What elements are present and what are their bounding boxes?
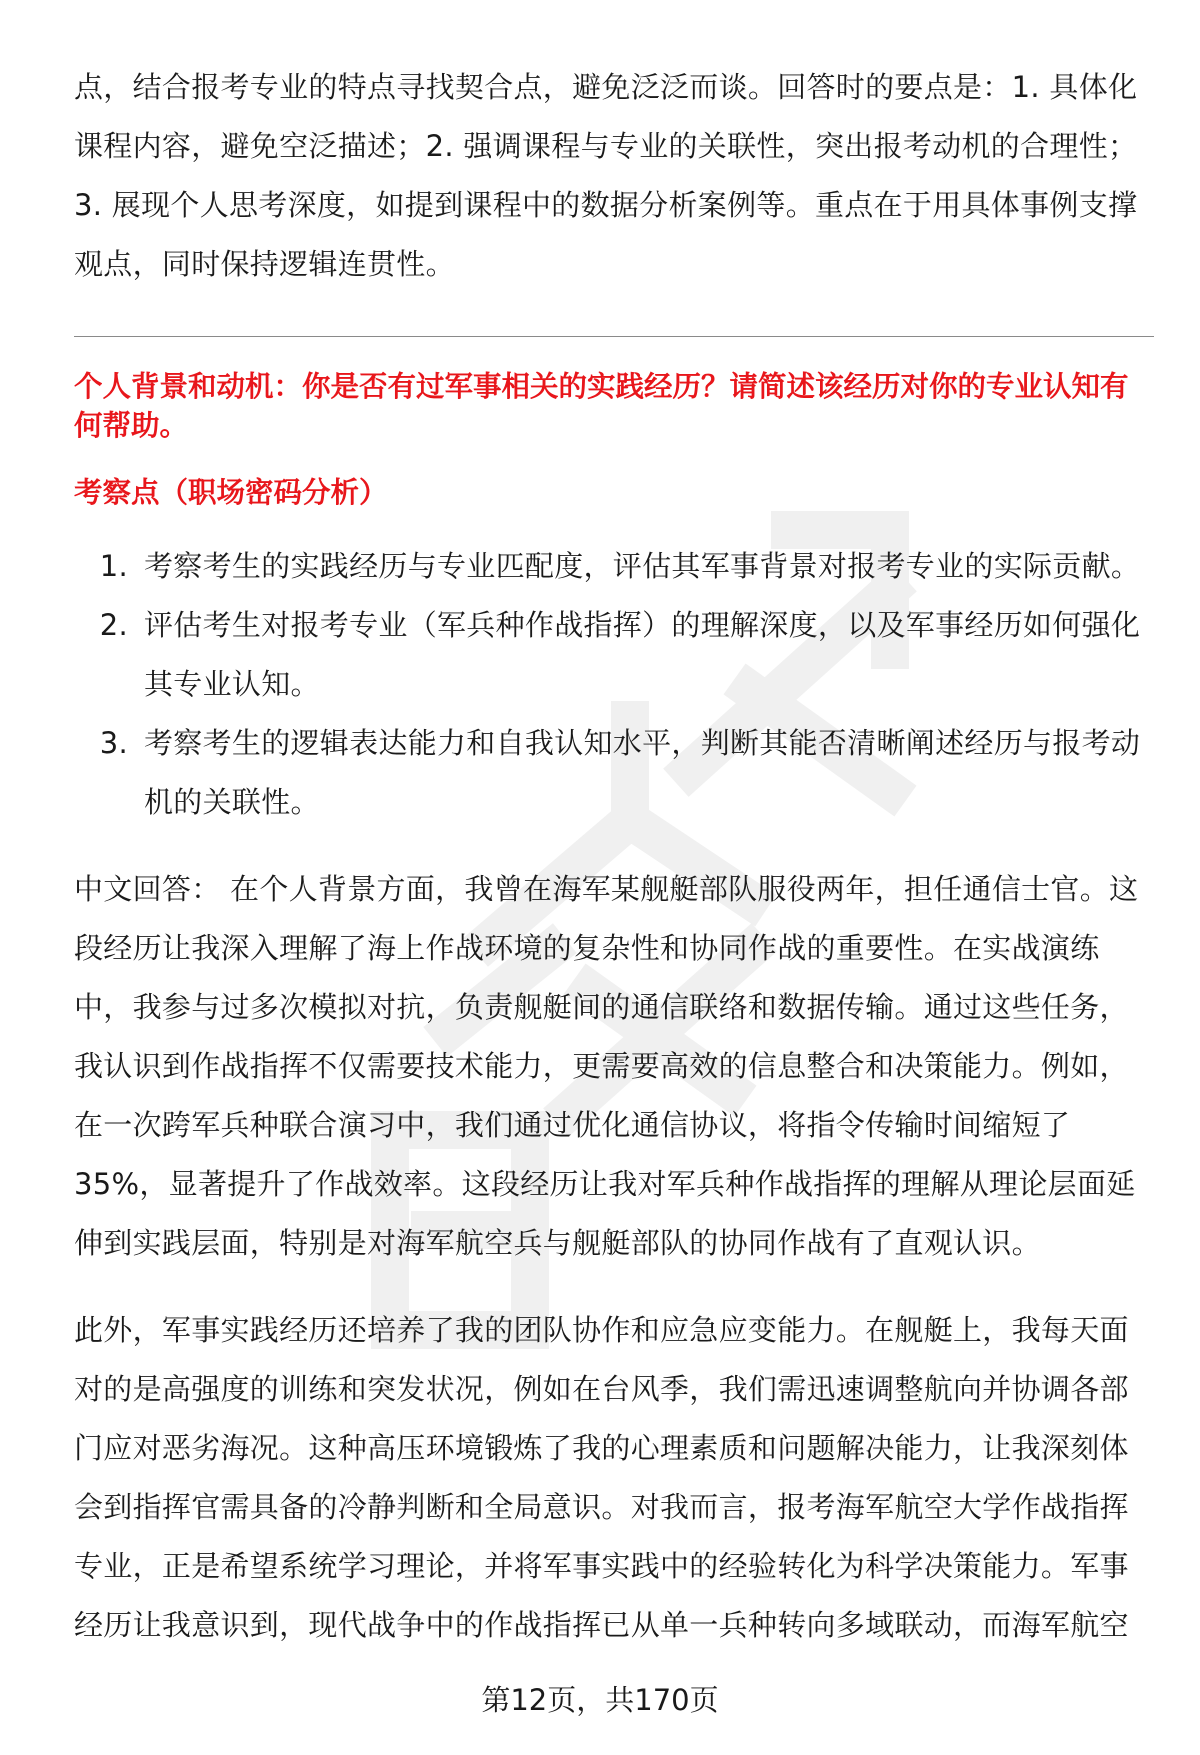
- list-item-text: 评估考生对报考专业（军兵种作战指挥）的理解深度，以及军事经历如何强化其专业认知。: [144, 608, 1141, 701]
- list-item: [74, 714, 1154, 832]
- answer-paragraph: 中文回答： 在个人背景方面，我曾在海军某舰艇部队服役两年，担任通信士官。这段经历让我深入理解了海上作战环境的复杂性和协同作战的重要性。在实战演练中，我参与过多次模拟对抗，负责舰艇间的通信联络和数据传输。通过这些任务，我认识到作战指挥不仅需要技术能力，更需要高效的信息整合和决策能力。例如，在一次跨军兵种联合演习中，我们通过优化通信协议，将指令传输时间缩短了35%，显著提升了作战效率。这段经历让我对军兵种作战指挥的理解从理论层面延伸到实践层面，特别是对海军航空兵与舰艇部队的协同作战有了直观认识。: [74, 872, 1139, 1260]
- answer-paragraph-continued: 此外，军事实践经历还培养了我的团队协作和应急应变能力。在舰艇上，我每天面对的是高强度的训练和突发状况，例如在台风季，我们需迅速调整航向并协调各部门应对恶劣海况。这种高压环境锻炼了我的心理素质和问题解决能力，让我深刻体会到指挥官需具备的冷静判断和全局意识。对我而言，报考海军航空大学作战指挥专业，正是希望系统学习理论，并将军事实践中的经验转化为科学决策能力。军事经历让我意识到，现代战争中的作战指挥已从单一兵种转向多域联动，而海军航空: [74, 1313, 1129, 1642]
- list-item-number: 1.: [99, 549, 128, 583]
- section-divider: [74, 336, 1154, 337]
- list-item-number: 2.: [99, 608, 128, 642]
- list-item-number: 3.: [99, 726, 128, 760]
- list-item: [74, 537, 1154, 596]
- list-item: [74, 596, 1154, 714]
- question-heading: 个人背景和动机：你是否有过军事相关的实践经历？请简述该经历对你的专业认知有何帮助。: [74, 370, 1129, 442]
- list-item-text: 考察考生的逻辑表达能力和自我认知水平，判断其能否清晰阐述经历与报考动机的关联性。: [144, 726, 1141, 819]
- assessment-heading: 考察点（职场密码分析）: [74, 476, 388, 509]
- page-content: [74, 58, 1154, 1655]
- intro-paragraph: 点，结合报考专业的特点寻找契合点，避免泛泛而谈。回答时的要点是：1. 具体化课程内容，避免空泛描述；2. 强调课程与专业的关联性，突出报考动机的合理性；3. 展现个人思考深度，如提到课程中的数据分析案例等。重点在于用具体事例支撑观点，同时保持逻辑连贯性。: [74, 70, 1138, 281]
- assessment-points-list: [74, 537, 1154, 832]
- list-item-text: 考察考生的实践经历与专业匹配度，评估其军事背景对报考专业的实际贡献。: [144, 549, 1141, 583]
- page-number-footer: 第12页，共170页: [481, 1683, 719, 1717]
